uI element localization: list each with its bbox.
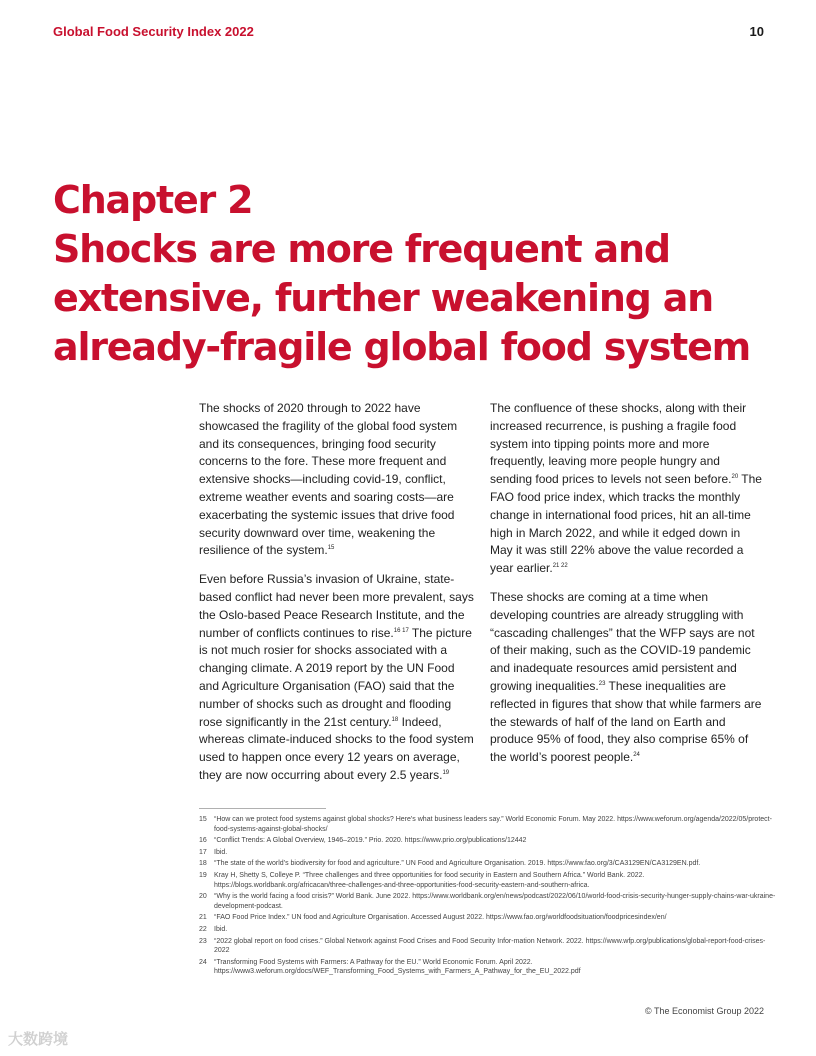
footnote-21 <box>199 913 779 923</box>
footnote-text: Ibid. <box>214 925 228 933</box>
footnote-22 <box>199 925 779 935</box>
footnote-text: Kray H, Shetty S, Colleye P. “Three challenges and three opportunities for food security in Eastern and Southern Africa.” World Bank. 2022. https://blogs.worldbank.org/africacan/three-challenges-and-three-opportunities-food-security-eastern-and-southern-africa. <box>214 871 645 889</box>
report-title: Global Food Security Index 2022 <box>53 24 254 39</box>
footnote-number: 24 <box>199 958 207 966</box>
footnote-16 <box>199 836 779 846</box>
footnote-17 <box>199 848 779 858</box>
footnote-text: “2022 global report on food crises.” Global Network against Food Crises and Food Security Infor-mation Network. 2022. https://www.wfp.org/publications/global-report-food-crises-2022 <box>214 937 766 955</box>
footnote-text: “Why is the world facing a food crisis?” World Bank. June 2022. https://www.worldbank.org/en/news/podcast/2022/06/10/world-food-crisis-security-hunger-supply-chains-war-ukraine-development-podcast. <box>214 893 776 910</box>
footnote-number: 21 <box>199 914 207 922</box>
footnote-text: “The state of the world’s biodiversity for food and agriculture.” UN Food and Agriculture Organisation. 2019. https://www.fao.org/3/CA3129EN/CA3129EN.pdf. <box>214 860 701 868</box>
footnote-divider <box>199 808 326 809</box>
watermark: 大数跨境 <box>8 1031 69 1048</box>
copyright: © The Economist Group 2022 <box>644 1006 764 1016</box>
footnote-number: 15 <box>199 816 207 823</box>
footnote-23 <box>199 937 779 956</box>
footnote-18 <box>199 859 779 869</box>
footnote-text: “Transforming Food Systems with Farmers: A Pathway for the EU.” World Economic Forum. April 2022. https://www3.weforum.org/docs/WEF_Transforming_Food_Systems_with_Farmers_A_Pathway_for_the_EU_2022.pdf <box>214 958 581 976</box>
footnote-19 <box>199 871 779 890</box>
body-column-left <box>199 400 474 796</box>
body-column-right <box>490 400 765 778</box>
footnote-number: 20 <box>199 893 207 901</box>
footnote-text: “FAO Food Price Index.” UN food and Agriculture Organisation. Accessed August 2022. https://www.fao.org/worldfoodsituation/foodpricesindex/en/ <box>214 914 667 922</box>
footnote-24 <box>199 958 779 977</box>
chapter-title-line-1: Shocks are more frequent and <box>53 227 670 271</box>
footnote-number: 19 <box>199 871 207 879</box>
footnote-15 <box>199 815 779 834</box>
chapter-title-line-3: already-fragile global food system <box>53 325 751 369</box>
footnote-number: 23 <box>199 937 207 945</box>
paragraph-3: The confluence of these shocks, along with their increased recurrence, is pushing a fragile food system into tipping points more and more frequently, leaving more people hungry and sending food prices to levels not seen before.$^{20}$ The FAO food price index, which tracks the monthly change in international food prices, hit an all-time high in March 2022, and while it edged down in May it was still 22% above the value recorded a year earlier.$^{21 22}$ <box>490 401 762 576</box>
footnote-text: “How can we protect food systems against global shocks? Here’s what business leaders say.” World Economic Forum. May 2022. https://www.weforum.org/agenda/2022/05/protect-food-systems-against-global-shocks/ <box>214 816 772 833</box>
page-number: 10 <box>749 24 764 39</box>
footnote-20 <box>199 892 779 911</box>
footnote-number: 22 <box>199 925 207 933</box>
footnote-text: Ibid. <box>214 848 228 856</box>
footnote-text: “Conflict Trends: A Global Overview, 1946–2019.” Prio. 2020. https://www.prio.org/publications/12442 <box>214 837 527 845</box>
chapter-heading <box>53 176 773 372</box>
paragraph-4: These shocks are coming at a time when developing countries are already struggling with “cascading challenges” that the WFP says are not of their making, such as the COVID-19 pandemic and inadequate resources amid persistent and growing inequalities.$^{23}$ These inequalities are reflected in figures that show that while farmers are the stewards of half of the land on Earth and produce 95% of food, they also comprise 65% of the world’s poorest people.$^{24}$ <box>490 589 762 765</box>
footnotes <box>199 815 779 979</box>
footnote-number: 16 <box>199 837 207 845</box>
paragraph-2: Even before Russia’s invasion of Ukraine, state-based conflict had never been more prevalent, says the Oslo-based Peace Research Institute, and the number of conflicts continues to rise.$^{16 17}$ The picture is not much rosier for shocks associated with a changing climate. A 2019 report by the UN Food and Agriculture Organisation (FAO) said that the number of shocks such as drought and flooding rose significantly in the 21st century.$^{18}$ Indeed, whereas climate-induced shocks to the food system used to happen once every 12 years on average, they are now occurring about every 2.5 years.$^{19}$ <box>199 572 474 782</box>
chapter-title-line-2: extensive, further weakening an <box>53 276 714 320</box>
paragraph-1: The shocks of 2020 through to 2022 have showcased the fragility of the global food system and its consequences, bringing food security concerns to the fore. These more frequent and extensive shocks—including covid-19, conflict, extreme weather events and soaring costs—are exacerbating the systemic issues that drive food security downward over time, weakening the resilience of the system.$^{15}$ <box>199 401 458 558</box>
footnote-number: 17 <box>199 848 207 856</box>
chapter-label: Chapter 2 <box>53 178 253 222</box>
footnote-number: 18 <box>199 860 207 868</box>
